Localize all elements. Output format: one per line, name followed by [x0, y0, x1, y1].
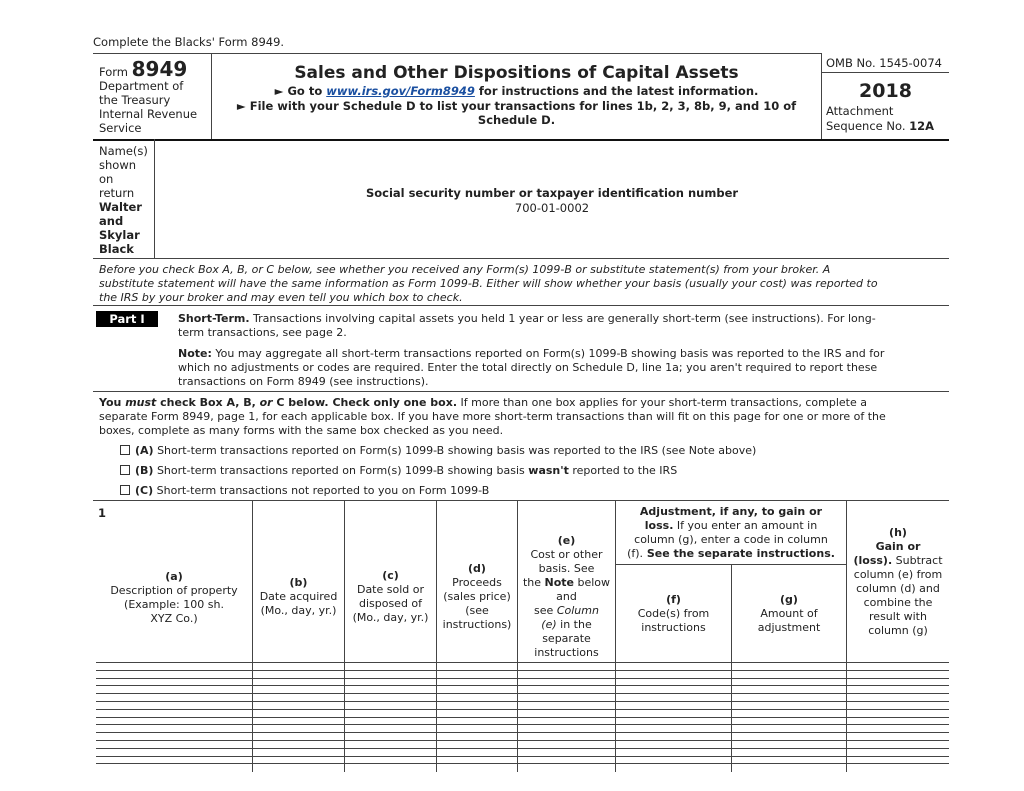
checkbox-c[interactable] [120, 485, 130, 495]
table-top-rule [93, 500, 949, 501]
col-c-header: (c) Date sold or disposed of (Mo., day, yr.) [352, 569, 429, 624]
col-e-header: (e) Cost or other basis. See the Note below and see Column (e) in the separate instructions [522, 534, 611, 659]
entry-row-line[interactable] [96, 709, 949, 710]
col-h-header: (h) Gain or (loss). Subtract column (e) from column (d) and combine the result with column (g) [853, 526, 943, 637]
instruction-text: Complete the Blacks' Form 8949. [93, 35, 285, 49]
checkbox-a[interactable] [120, 445, 130, 455]
form-title: Sales and Other Dispositions of Capital Assets [294, 63, 739, 83]
names-bottom-rule [93, 258, 949, 259]
ssn-label: Social security number or taxpayer identification number [365, 186, 739, 200]
tax-year: 2018 [859, 80, 912, 102]
checkbox-row-b: (B) Short-term transactions reported on Form(s) 1099-B showing basis wasn't reported to the IRS [120, 464, 677, 477]
part1-top-rule [93, 305, 949, 306]
entry-row-line[interactable] [96, 678, 949, 679]
checkbox-row-a: (A) Short-term transactions reported on Form(s) 1099-B showing basis was reported to the IRS (see Note above) [120, 444, 756, 457]
form-number-label [99, 57, 187, 81]
must-check-text: You must check Box A, B, or C below. Check only one box. If more than one box applies for your short-term transactions, complete a separate Form 8949, page 1, for each applicable box. If you have more short-term transactions than will fit on this page for one or more of the boxes, complete as many forms with the same box checked as you need. [99, 396, 886, 437]
entry-row-line[interactable] [96, 701, 949, 702]
adjustment-rule [615, 564, 846, 565]
part1-label: Part I [96, 311, 158, 327]
attachment-label: Attachment [826, 104, 894, 118]
col-divider-cd [436, 500, 437, 772]
file-with-line2: Schedule D. [477, 113, 556, 127]
entry-row-line[interactable] [96, 740, 949, 741]
ssn-value: 700-01-0002 [514, 201, 590, 215]
file-with-line: ► File with your Schedule D to list your transactions for lines 1b, 2, 3, 8b, 9, and 10 of [236, 99, 797, 113]
taxpayer-names: Walter and Skylar Black [99, 200, 142, 256]
col-f-header: (f) Code(s) from instructions [637, 593, 710, 634]
checkbox-b[interactable] [120, 465, 130, 475]
must-check-rule [93, 391, 949, 392]
entry-row-line[interactable] [96, 717, 949, 718]
entry-row-line[interactable] [96, 748, 949, 749]
entry-row-line[interactable] [96, 693, 949, 694]
entry-row-line[interactable] [96, 732, 949, 733]
short-term-text: Short-Term. Transactions involving capital assets you held 1 year or less are generally short-term (see instructions). For long- term transactions, see page 2. [178, 312, 876, 339]
col-divider-ab [252, 500, 253, 772]
col-divider-bc [344, 500, 345, 772]
line-number-1: 1 [98, 506, 107, 520]
header-bottom-rule [93, 139, 949, 141]
entry-row-line[interactable] [96, 670, 949, 671]
entry-row-line[interactable] [96, 685, 949, 686]
omb-rule [821, 72, 949, 73]
irs-link[interactable]: www.irs.gov/Form8949 [326, 84, 475, 98]
form-number: 8949 [131, 57, 188, 81]
col-g-header: (g) Amount of adjustment [757, 593, 821, 634]
entry-row-line[interactable] [96, 724, 949, 725]
col-a-header: (a) Description of property (Example: 100 sh. XYZ Co.) [110, 570, 238, 625]
omb-number: OMB No. 1545-0074 [826, 56, 942, 70]
form-prefix: Form [99, 65, 128, 79]
header-top-rule [93, 53, 821, 54]
adjustment-header: Adjustment, if any, to gain or loss. If you enter an amount in column (g), enter a code in column (f). See the separate instructions. [627, 505, 835, 560]
department-block: Department of the Treasury Internal Revenue Service [99, 79, 198, 135]
checkbox-row-c: (C) Short-term transactions not reported to you on Form 1099-B [120, 484, 489, 497]
before-check-text: Before you check Box A, B, or C below, see whether you received any Form(s) 1099-B or substitute statement(s) from your broker. A substitute statement will have the same information as Form 1099-B. Either will show whether your basis (usually your cost) was reported to the IRS by your broker and may even tell you which box to check. [99, 263, 878, 304]
names-label: Name(s) shown on return [99, 144, 148, 200]
entry-row-line[interactable] [96, 763, 949, 764]
goto-line: ► Go to www.irs.gov/Form8949 for instructions and the latest information. [274, 84, 759, 98]
col-d-header: (d) Proceeds (sales price) (see instructions) [442, 562, 512, 631]
entry-row-line[interactable] [96, 662, 949, 663]
entry-row-line[interactable] [96, 756, 949, 757]
sequence-number: Sequence No. 12A [826, 119, 935, 133]
col-b-header: (b) Date acquired (Mo., day, yr.) [259, 576, 338, 617]
part1-note: Note: You may aggregate all short-term transactions reported on Form(s) 1099-B showing basis was reported to the IRS and for which no adjustments or codes are required. Enter the total directly on Schedule D, line 1a; you aren't required to report these transactions on Form 8949 (see instructions). [178, 347, 885, 388]
